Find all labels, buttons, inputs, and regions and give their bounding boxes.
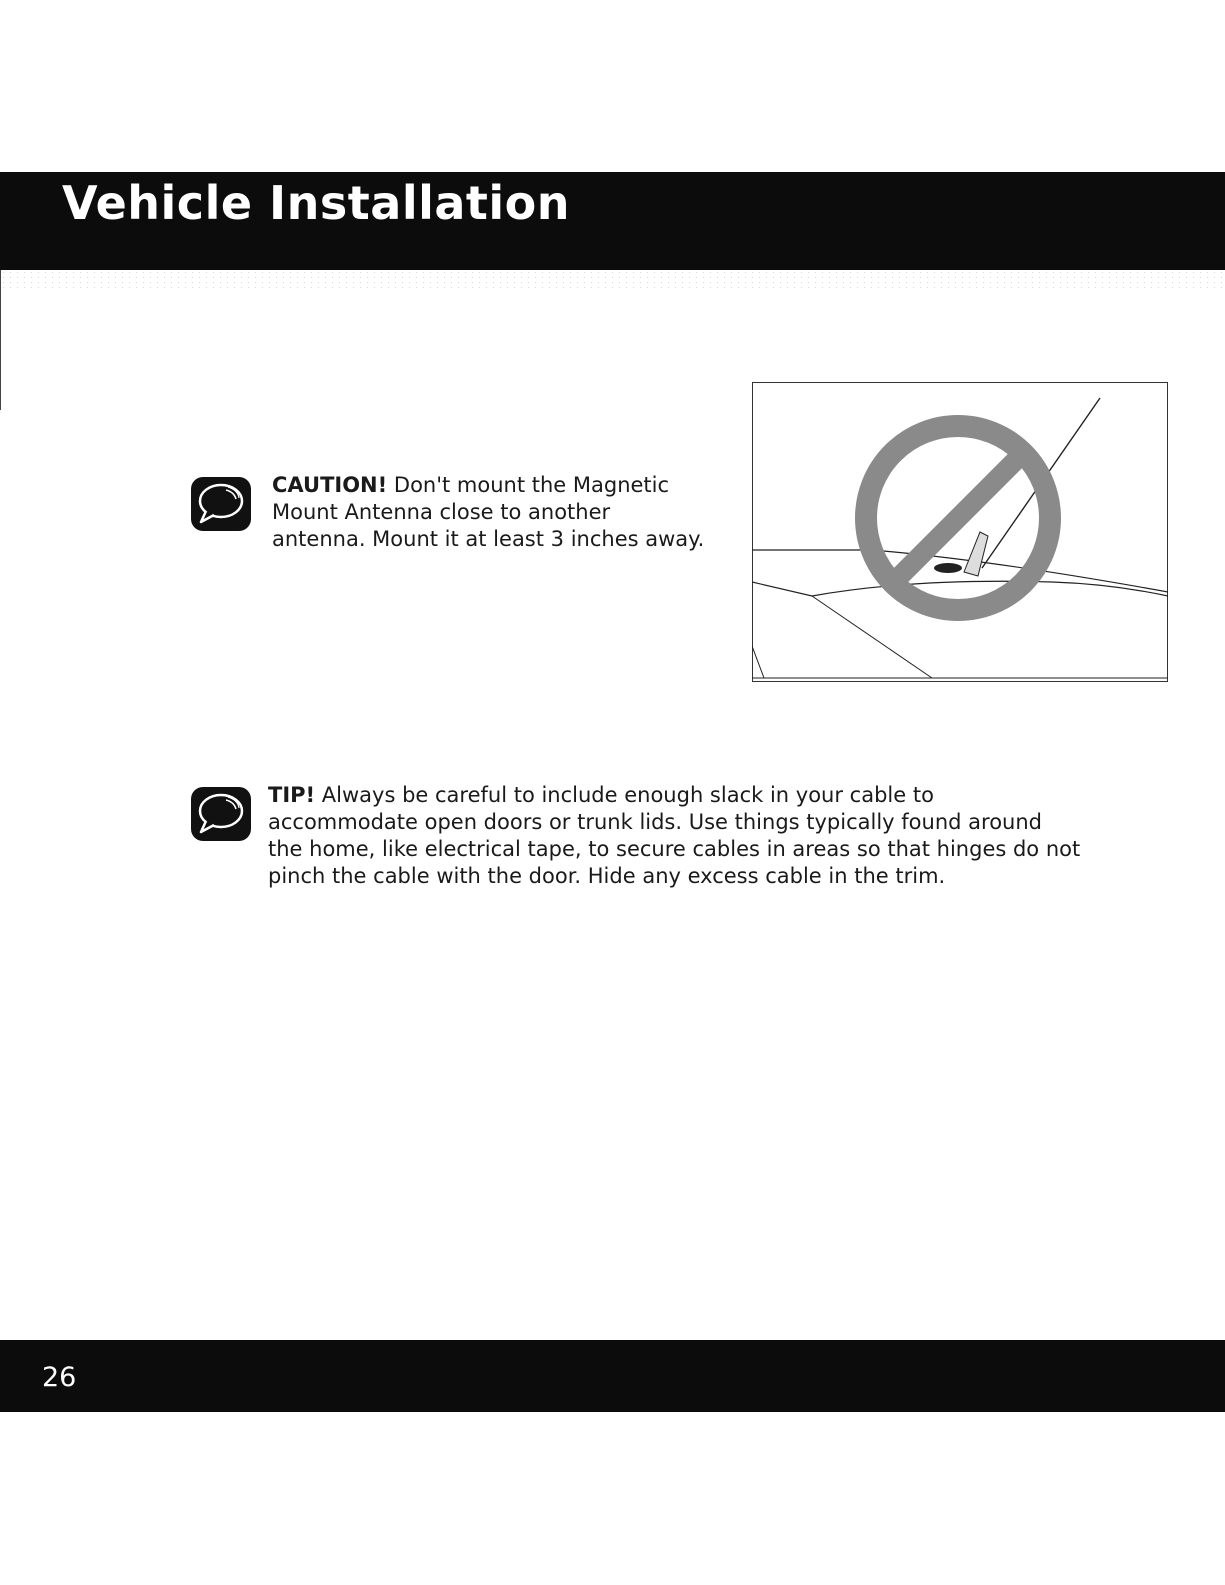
header-texture (0, 270, 1225, 292)
tip-line-3: the home, like electrical tape, to secure cables in areas so that hinges do not (268, 837, 1081, 861)
caution-line-1: Don't mount the Magnetic (387, 473, 670, 497)
tip-line-4: pinch the cable with the door. Hide any excess cable in the trim. (268, 864, 946, 888)
speech-bubble-icon (190, 786, 252, 842)
caution-note (272, 472, 704, 553)
tip-line-1: Always be careful to include enough slack in your cable to (315, 783, 934, 807)
antenna-illustration (752, 382, 1168, 682)
page-number: 26 (42, 1362, 77, 1393)
tip-label: TIP! (268, 783, 316, 807)
margin-rule (0, 270, 1, 410)
page-title: Vehicle Installation (62, 176, 571, 230)
tip-note (268, 782, 1168, 890)
caution-line-3: antenna. Mount it at least 3 inches away. (272, 527, 705, 551)
caution-label: CAUTION! (272, 473, 388, 497)
tip-line-2: accommodate open doors or trunk lids. Use things typically found around (268, 810, 1042, 834)
speech-bubble-icon (190, 476, 252, 532)
footer-bar (0, 1340, 1225, 1412)
caution-line-2: Mount Antenna close to another (272, 500, 611, 524)
